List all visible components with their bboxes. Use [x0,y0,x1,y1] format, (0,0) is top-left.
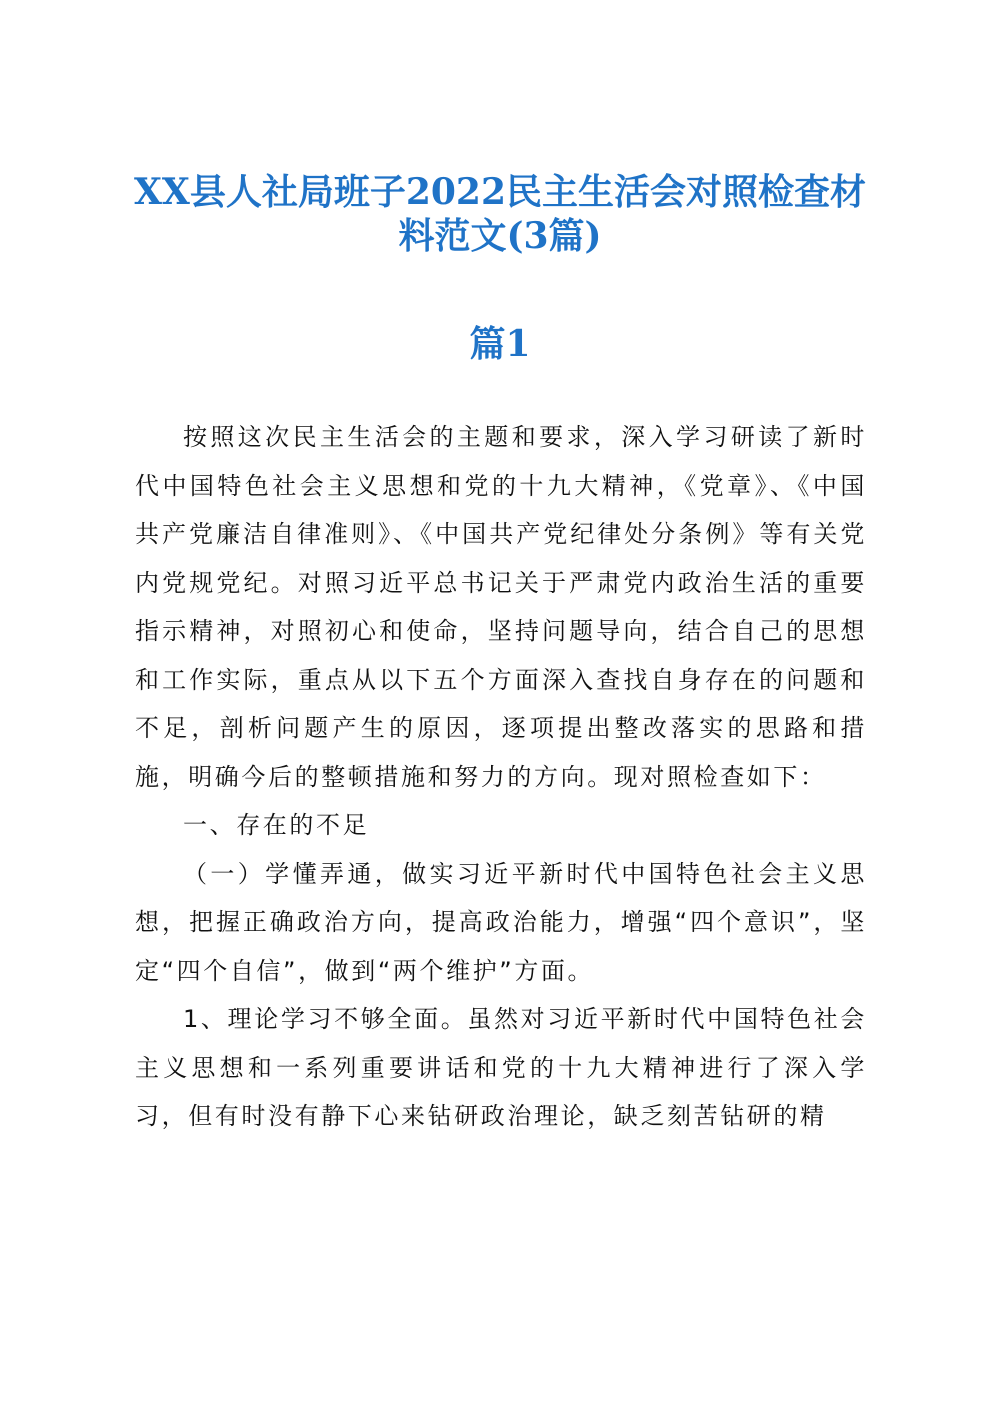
document-title: XX县人社局班子2022民主生活会对照检查材料范文(3篇) [133,171,867,257]
section-heading: 篇1 [469,323,531,365]
document-body [135,413,867,1141]
paragraph-subheading-one: （一）学懂弄通，做实习近平新时代中国特色社会主义思想，把握正确政治方向，提高政治能力，增强“四个意识”，坚定“四个自信”，做到“两个维护”方面。 [135,859,867,985]
paragraph-item-one: 1、理论学习不够全面。虽然对习近平新时代中国特色社会主义思想和一系列重要讲话和党的十九大精神进行了深入学习，但有时没有静下心来钻研政治理论，缺乏刻苦钻研的精 [135,1005,867,1130]
paragraph-heading-shortcomings: 一、存在的不足 [183,811,370,839]
paragraph-intro: 按照这次民主生活会的主题和要求，深入学习研读了新时代中国特色社会主义思想和党的十九大精神，《党章》、《中国共产党廉洁自律准则》、《中国共产党纪律处分条例》等有关党内党规党纪。对照习近平总书记关于严肃党内政治生活的重要指示精神，对照初心和使命，坚持问题导向，结合自己的思想和工作实际，重点从以下五个方面深入查找自身存在的问题和不足，剖析问题产生的原因，逐项提出整改落实的思路和措施，明确今后的整顿措施和努力的方向。现对照检查如下： [135,423,867,791]
